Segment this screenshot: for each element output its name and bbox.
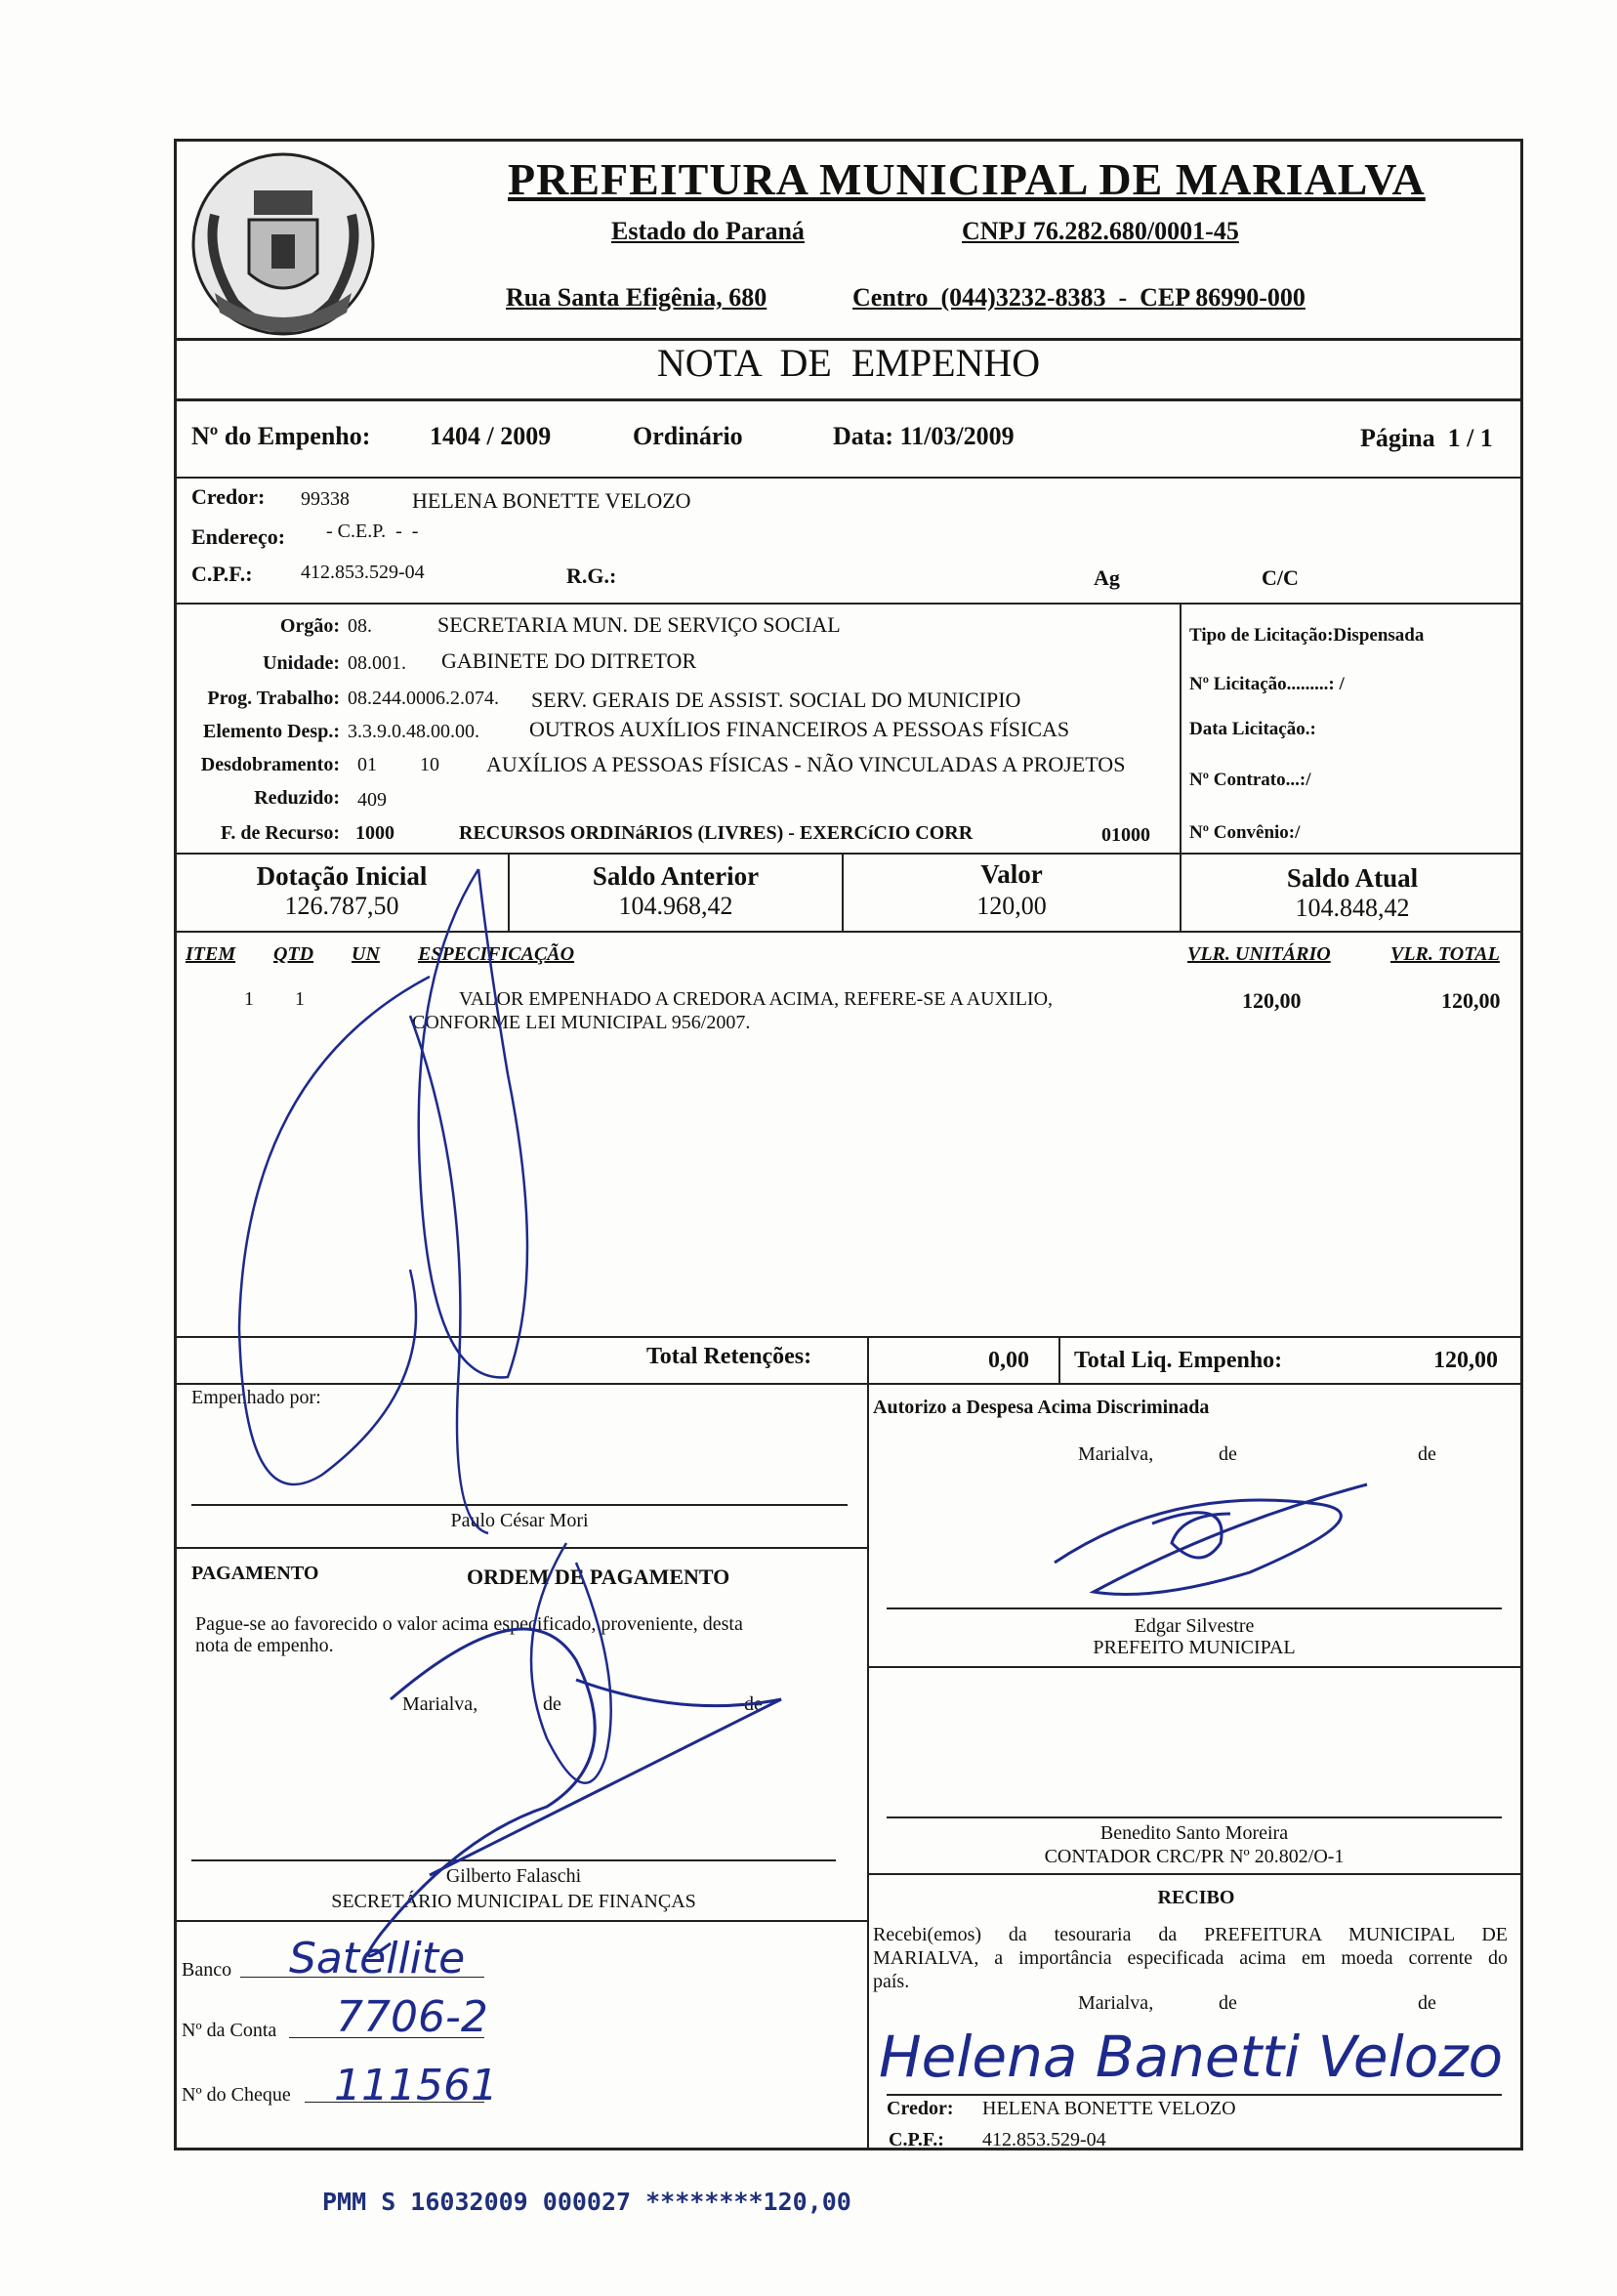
recibo-title: RECIBO [1157, 1887, 1235, 1908]
unidade-code: 08.001. [348, 652, 406, 674]
col-especificacao: ESPECIFICAÇÃO [418, 943, 575, 965]
recibo-text-line1: Recebi(emos) da tesouraria da PREFEITURA MUNICIPAL DE [873, 1924, 1508, 1945]
state-label: Estado do Paraná [611, 217, 805, 245]
cheque-label: Nº do Cheque [182, 2084, 291, 2106]
unidade-label: Unidade: [263, 652, 340, 674]
saldo-atual-value: 104.848,42 [1295, 894, 1410, 922]
desdobramento-name: AUXÍLIOS A PESSOAS FÍSICAS - NÃO VINCULADAS A PROJETOS [486, 752, 1126, 776]
pagamento-text-line2: nota de empenho. [195, 1635, 334, 1656]
ordem-pagamento-title: ORDEM DE PAGAMENTO [467, 1565, 730, 1589]
ag-label: Ag [1094, 565, 1120, 590]
recibo-cpf-value: 412.853.529-04 [982, 2129, 1106, 2150]
autorizo-de2: de [1418, 1443, 1436, 1465]
desdobramento-code2: 10 [420, 754, 439, 775]
item-description-line1: VALOR EMPENHADO A CREDORA ACIMA, REFERE-SE A AUXILIO, [459, 988, 1054, 1010]
credor-name: HELENA BONETTE VELOZO [412, 488, 691, 513]
empenho-type: Ordinário [633, 422, 743, 450]
conta-value: 7706-2 [336, 1992, 488, 2042]
item-unit-value: 120,00 [1242, 988, 1302, 1013]
elemento-code: 3.3.9.0.48.00.00. [348, 721, 479, 742]
endereco-label: Endereço: [191, 524, 286, 549]
prog-trabalho-label: Prog. Trabalho: [207, 688, 340, 709]
item-qtd: 1 [295, 988, 305, 1010]
elemento-label: Elemento Desp.: [203, 721, 340, 742]
pagamento-city: Marialva, [402, 1693, 478, 1715]
pagamento-role: SECRETÁRIO MUNICIPAL DE FINANÇAS [331, 1891, 696, 1912]
prog-trabalho-name: SERV. GERAIS DE ASSIST. SOCIAL DO MUNICIPIO [531, 688, 1021, 712]
coat-of-arms-icon [186, 146, 381, 342]
recurso-name: RECURSOS ORDINáRIOS (LIVRES) - EXERCíCIO CORR [459, 822, 974, 844]
recibo-text-line2: MARIALVA, a importância especificada acima em moeda corrente do [873, 1947, 1508, 1969]
contador-role: CONTADOR CRC/PR Nº 20.802/O-1 [1044, 1846, 1345, 1867]
autorizo-name: Edgar Silvestre [1134, 1615, 1255, 1637]
cpf-value: 412.853.529-04 [301, 562, 425, 583]
banco-label: Banco [182, 1959, 232, 1981]
pagamento-title: PAGAMENTO [191, 1563, 319, 1584]
cnpj-label: CNPJ 76.282.680/0001-45 [962, 217, 1239, 245]
pagamento-de1: de [543, 1693, 561, 1715]
address-street: Rua Santa Efigênia, 680 [506, 283, 767, 312]
empenho-number-label: Nº do Empenho: [191, 422, 371, 450]
cpf-label: C.P.F.: [191, 562, 253, 586]
recurso-label: F. de Recurso: [220, 822, 340, 844]
autorizo-role: PREFEITO MUNICIPAL [1093, 1637, 1296, 1658]
item-total-value: 120,00 [1441, 988, 1501, 1013]
orgao-name: SECRETARIA MUN. DE SERVIÇO SOCIAL [437, 612, 841, 637]
total-liquido-value: 120,00 [1433, 1348, 1498, 1373]
credor-label: Credor: [191, 484, 266, 509]
dotacao-value: 126.787,50 [284, 892, 399, 920]
recibo-credor-name: HELENA BONETTE VELOZO [982, 2098, 1236, 2119]
recibo-signature: Helena Banetti Velozo [879, 2024, 1504, 2090]
numero-contrato: Nº Contrato...:/ [1189, 770, 1311, 790]
page-title: PREFEITURA MUNICIPAL DE MARIALVA [508, 154, 1426, 204]
pagamento-de2: de [744, 1693, 763, 1715]
endereco-value: - C.E.P. - - [326, 521, 419, 542]
payment-stamp: PMM S 16032009 000027 ********120,00 [322, 2188, 851, 2216]
autorizo-title: Autorizo a Despesa Acima Discriminada [873, 1397, 1210, 1418]
recibo-text-line3: país. [873, 1971, 910, 1992]
saldo-anterior-label: Saldo Anterior [592, 861, 760, 891]
recurso-code2: 01000 [1101, 824, 1150, 846]
elemento-name: OUTROS AUXÍLIOS FINANCEIROS A PESSOAS FÍSICAS [529, 717, 1070, 741]
credor-code: 99338 [301, 488, 350, 510]
autorizo-city: Marialva, [1078, 1443, 1154, 1465]
document-title: NOTA DE EMPENHO [656, 341, 1041, 385]
recurso-code: 1000 [355, 822, 394, 844]
orgao-code: 08. [348, 615, 372, 637]
banco-value: Satellite [289, 1934, 466, 1983]
reduzido-label: Reduzido: [254, 787, 340, 809]
valor-value: 120,00 [976, 892, 1047, 920]
numero-convenio: Nº Convênio:/ [1189, 822, 1301, 843]
prog-trabalho-code: 08.244.0006.2.074. [348, 688, 499, 709]
saldo-atual-label: Saldo Atual [1286, 863, 1419, 893]
desdobramento-code1: 01 [357, 754, 377, 775]
saldo-anterior-value: 104.968,42 [618, 892, 733, 920]
empenhado-label: Empenhado por: [191, 1387, 321, 1408]
cc-label: C/C [1262, 565, 1299, 590]
address-details: Centro (044)3232-8383 - CEP 86990-000 [852, 283, 1306, 312]
col-un: UN [352, 943, 380, 965]
reduzido-value: 409 [357, 789, 387, 811]
contador-name: Benedito Santo Moreira [1099, 1822, 1289, 1844]
total-retencoes-label: Total Retenções: [646, 1344, 812, 1369]
recibo-credor-label: Credor: [887, 2098, 954, 2119]
item-description-line2: CONFORME LEI MUNICIPAL 956/2007. [412, 1012, 751, 1033]
autorizo-de1: de [1219, 1443, 1237, 1465]
desdobramento-label: Desdobramento: [200, 754, 340, 775]
rg-label: R.G.: [566, 564, 617, 588]
unidade-name: GABINETE DO DITRETOR [441, 648, 697, 673]
page-number: Página 1 / 1 [1360, 424, 1493, 452]
recibo-de1: de [1219, 1992, 1237, 2014]
col-item: ITEM [186, 943, 236, 965]
total-retencoes-value: 0,00 [988, 1348, 1029, 1373]
total-liquido-label: Total Liq. Empenho: [1074, 1348, 1283, 1373]
empenho-date: Data: 11/03/2009 [833, 422, 1015, 450]
dotacao-label: Dotação Inicial [256, 861, 428, 891]
valor-label: Valor [980, 859, 1043, 889]
tipo-licitacao: Tipo de Licitação:Dispensada [1189, 625, 1425, 646]
orgao-label: Orgão: [279, 615, 340, 637]
col-vlr-unitario: VLR. UNITÁRIO [1187, 943, 1331, 965]
recibo-city: Marialva, [1078, 1992, 1154, 2014]
recibo-cpf-label: C.P.F.: [889, 2129, 944, 2150]
pagamento-name: Gilberto Falaschi [445, 1865, 582, 1887]
numero-licitacao: Nº Licitação.........: / [1189, 674, 1345, 694]
recibo-de2: de [1418, 1992, 1436, 2014]
item-number: 1 [244, 988, 254, 1010]
col-vlr-total: VLR. TOTAL [1390, 943, 1500, 965]
conta-label: Nº da Conta [182, 2020, 277, 2041]
empenhado-name: Paulo César Mori [450, 1510, 589, 1531]
data-licitacao: Data Licitação.: [1189, 719, 1316, 739]
pagamento-text-line1: Pague-se ao favorecido o valor acima especificado, proveniente, desta [195, 1613, 743, 1635]
col-qtd: QTD [273, 943, 314, 965]
empenho-number: 1404 / 2009 [430, 422, 552, 450]
cheque-value: 111561 [334, 2061, 498, 2110]
